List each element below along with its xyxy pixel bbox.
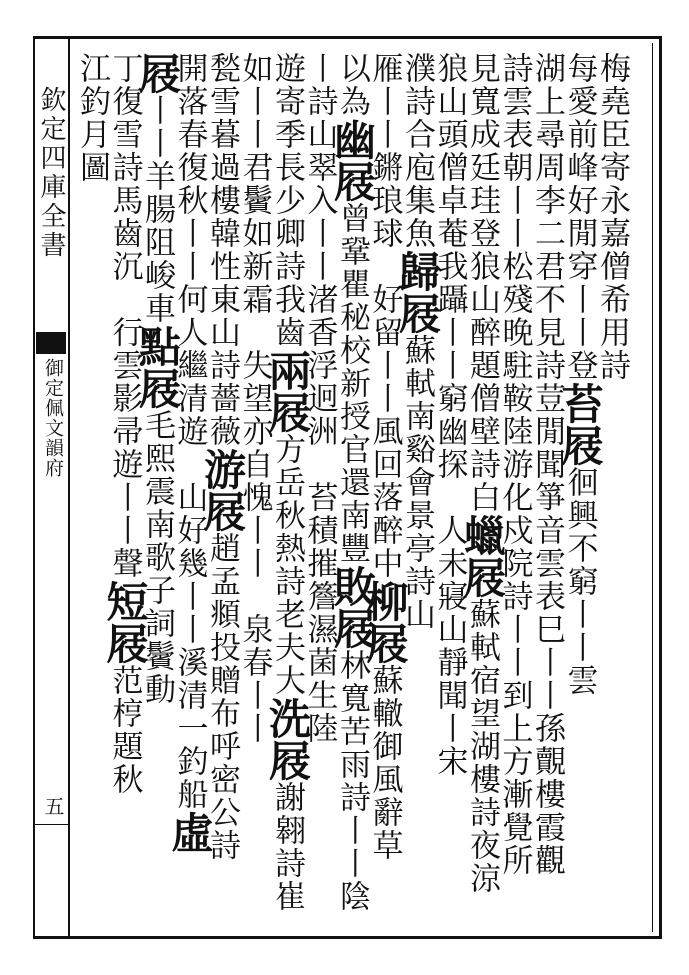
entry-text: 徊興不窮丨丨雲 [561,466,598,697]
text-column [301,52,339,922]
entry-text: 狼山頭僧卓菴我躡丨丨窮幽探 人未寢山靜聞丨宋 [431,52,468,778]
text-column [100,52,150,922]
text-column [133,52,182,922]
entry-text: 遊寄季長少卿詩我齒 [269,52,305,349]
text-column [431,52,469,922]
text-column [496,52,534,922]
text-column [73,52,111,922]
entry-headword: 洗屐 [263,697,312,781]
entry-text: 曾鞏瞿秘校新授官還南豐 [334,202,370,565]
entry-text: 謝翱詩崔 [269,781,305,913]
entry-text: 趙孟頫投贈布呼密公詩 [204,532,240,862]
entry-headword: 蠟屐 [458,514,507,598]
text-column [263,52,312,922]
leaf-number: 五 [41,796,65,816]
entry-text: 林寬苦雨詩丨丨陰 [334,649,370,913]
entry-headword: 屐 [133,52,182,94]
entry-headword: 點屐 [133,325,182,409]
entry-headword: 游屐 [198,448,247,532]
entry-text: 雁丨丨鏘琅球 好留丨丨風回落醉中 [366,52,403,580]
entry-text: 如丨丨君鬢如新霜 失望亦自愧丨丨 泉春丨丨 [236,52,273,745]
entry-text: 每愛前峰好閒穿丨丨登 [561,52,598,382]
entry-headword: 敗屐 [328,565,377,649]
book-title: 欽定四庫全書 [36,86,66,260]
text-column [555,52,605,922]
text-column [528,52,566,922]
entry-headword: 虛 [165,811,215,853]
entry-text: 丨詩山翠入丨丨渚香浮迥洲 苔積摧簷濕菌生陸 [301,52,338,745]
entry-text: 毛熙震南歌子詞鬢動 [139,409,175,706]
text-column [458,52,507,922]
entry-text: 范梈題秋 [106,664,143,796]
text-column [593,52,631,922]
entry-text: 方岳秋熱詩老夫大 [269,433,305,697]
entry-headword: 幽屐 [328,118,377,202]
entry-text: 梅堯臣寄永嘉僧希用詩 [594,52,630,382]
entry-text: 甃雪暮過樓韓性東山詩薔薇 [204,52,240,448]
entry-text: 蘇軾南谿會景亭詩山 [399,334,435,631]
text-column [328,52,377,922]
entry-headword: 柳屐 [360,580,410,664]
entry-text: 蘇轍御風辭草 [366,664,403,862]
entry-headword: 歸屐 [393,250,442,334]
entry-headword: 苔屐 [555,382,605,466]
entry-text: 湖上尋周李二君不見詩荳閒聞箏音雲表巳丨丨孫覿樓霞觀 [529,52,565,877]
entry-headword: 兩屐 [263,349,312,433]
entry-text: 濮詩合庖集魚 [399,52,435,250]
entry-text: 見寬成廷珪登狼山醉題僧壁詩白 [464,52,500,514]
entry-text: 詩雲表朝丨丨松殘晚駐鞍陸游化戍院詩丨丨到上方漸覺所 [496,52,533,877]
entry-text: 以為 [334,52,370,118]
entry-text: 開落春復秋丨丨何人繼清遊 山好幾丨丨溪清一釣船 [171,52,208,811]
entry-headword: 短屐 [100,580,150,664]
entry-text: 丨丨羊腸阻峻車 [139,94,175,325]
text-column [198,52,247,922]
volume-title: 御定佩文韻府 [42,358,64,478]
entry-text: 丁復雪詩馬齒沉 行雲影帚遊丨丨聲 [106,52,143,580]
text-column [165,52,215,922]
entry-text: 蘇軾宿望湖樓詩夜涼 [464,598,500,895]
entry-text: 江釣月圖 [74,52,110,184]
text-column [393,52,442,922]
